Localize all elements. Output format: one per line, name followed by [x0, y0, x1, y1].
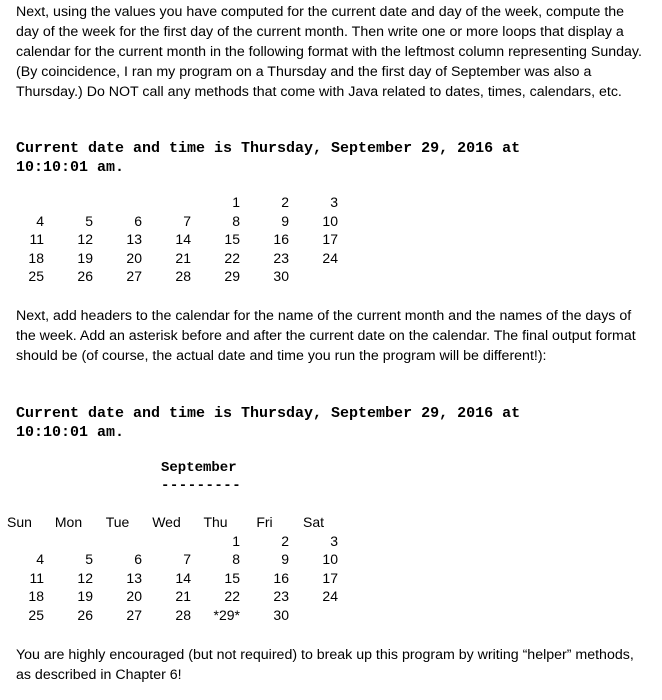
intro-paragraph: Next, using the values you have computed for the current date and day of the week, compute the day of the week for the first day of the current month. Then write one or more loops that display a calendar for the current month in the following format with the leftmost column representing Sunday. (By coincidence, I ran my program on a Thursday and the first day of September was also a Thursday.) Do NOT call any methods that come with Java related to dates, times, calendars, etc.: [16, 4, 642, 100]
calendar-2-day-header: Wed: [152, 514, 181, 530]
closing-paragraph: You are highly encouraged (but not required) to break up this program by writing “helper” methods, as described in Chapter 6!: [16, 647, 634, 683]
calendar-1-day-cell: [289, 267, 338, 286]
calendar-2-day-cell: 16: [273, 569, 289, 586]
calendar-2-day-cell: 2: [281, 532, 289, 549]
calendar-2-day-cell: 17: [322, 569, 338, 586]
calendar-1-day-cell: 29: [224, 268, 240, 285]
calendar-1-day-cell: 27: [126, 268, 142, 285]
calendar-2-day-cell: 18: [28, 588, 44, 605]
second-paragraph: Next, add headers to the calendar for the name of the current month and the names of the days of the week. Add an asterisk before and after the current date on the calendar. The final output format should be (of course, the actual date and time you run the program will be different!):: [16, 308, 636, 364]
calendar-1-day-cell: 12: [77, 231, 93, 248]
calendar-2-day-cell: 19: [77, 588, 93, 605]
calendar-1-day-cell: 15: [224, 231, 240, 248]
calendar-2-day-cell: 6: [134, 551, 142, 568]
calendar-2-day-cell: 9: [281, 551, 289, 568]
calendar-1-day-cell: 18: [28, 249, 44, 266]
calendar-1-day-cell: 8: [232, 212, 240, 229]
calendar-2-day-cell: 10: [322, 551, 338, 568]
calendar-2-day-cell: 3: [330, 532, 338, 549]
calendar-1-day-cell: 2: [281, 194, 289, 210]
calendar-1-day-cell: 1: [232, 194, 240, 210]
calendar-2-day-cell: 26: [77, 606, 93, 623]
calendar-month-underline: ---------: [161, 478, 242, 494]
calendar-2-day-cell: 8: [232, 551, 240, 568]
calendar-2-day-cell: 24: [322, 588, 338, 605]
calendar-1-day-cell: 30: [273, 268, 289, 285]
calendar-2-day-cell: 5: [85, 551, 93, 568]
current-date-line-1-repeat: Current date and time is Thursday, September 29, 2016 at: [16, 405, 521, 422]
calendar-1-day-cell: 6: [134, 212, 142, 229]
calendar-2-day-cell: 12: [77, 569, 93, 586]
calendar-1-day-cell: [0, 193, 44, 212]
calendar-1-week-row: [0, 249, 338, 268]
calendar-1-day-cell: 16: [273, 231, 289, 248]
calendar-1: [0, 193, 338, 286]
calendar-1-day-cell: 20: [126, 249, 142, 266]
calendar-2-week-row: [0, 606, 338, 625]
calendar-2-day-cell: 22: [224, 588, 240, 605]
calendar-2-day-cell: 15: [224, 569, 240, 586]
calendar-2-day-cell: 25: [28, 606, 44, 623]
calendar-2-day-cell: 21: [175, 588, 191, 605]
calendar-2-day-cell: [93, 532, 142, 551]
calendar-2-day-cell: 27: [126, 606, 142, 623]
calendar-1-day-cell: 24: [322, 249, 338, 266]
calendar-1-day-cell: 11: [29, 231, 44, 248]
calendar-2-day-cell: [289, 606, 338, 625]
calendar-1-day-cell: 4: [36, 212, 44, 229]
calendar-2-day-header: Mon: [54, 514, 83, 530]
calendar-1-day-cell: 5: [85, 212, 93, 229]
calendar-1-day-cell: 9: [281, 212, 289, 229]
calendar-1-day-cell: 17: [322, 231, 338, 248]
calendar-2-day-cell: 23: [273, 588, 289, 605]
calendar-1-week-row: [0, 267, 338, 286]
calendar-1-day-cell: [142, 193, 191, 212]
calendar-2-week-row: [0, 550, 338, 569]
calendar-2-week-row: [0, 532, 338, 551]
calendar-2-day-header: Sun: [7, 514, 32, 530]
calendar-2: [0, 513, 338, 625]
calendar-1-day-cell: 28: [175, 268, 191, 285]
calendar-1-day-cell: 22: [224, 249, 240, 266]
calendar-2-day-cell: [0, 532, 44, 551]
calendar-2-day-header: Fri: [256, 514, 273, 530]
calendar-2-day-cell: 13: [126, 569, 142, 586]
calendar-1-day-cell: [93, 193, 142, 212]
calendar-2-day-cell: [44, 532, 93, 551]
current-date-line-2-repeat: 10:10:01 am.: [16, 424, 125, 441]
calendar-2-day-cell: 11: [29, 569, 44, 586]
calendar-2-day-cell: 20: [126, 588, 142, 605]
calendar-1-day-cell: 19: [77, 249, 93, 266]
calendar-1-day-cell: 10: [322, 212, 338, 229]
calendar-1-week-row: [0, 193, 338, 212]
calendar-1-week-row: [0, 212, 338, 231]
current-date-line-1: Current date and time is Thursday, September 29, 2016 at: [16, 140, 521, 157]
calendar-2-week-row: [0, 587, 338, 606]
calendar-2-day-cell: 4: [36, 551, 44, 568]
calendar-1-day-cell: [44, 193, 93, 212]
calendar-1-day-cell: 14: [175, 231, 191, 248]
calendar-2-day-cell: 30: [273, 606, 289, 623]
calendar-1-day-cell: 13: [126, 231, 142, 248]
calendar-1-week-row: [0, 230, 338, 249]
calendar-2-day-cell: 7: [183, 551, 191, 568]
calendar-2-day-cell: 28: [175, 606, 191, 623]
calendar-1-day-cell: 21: [175, 249, 191, 266]
calendar-2-day-header: Thu: [203, 514, 228, 530]
calendar-month-title: September: [161, 460, 237, 476]
calendar-2-day-header: Tue: [105, 514, 130, 530]
calendar-2-day-header: Sat: [302, 514, 324, 530]
calendar-1-day-cell: 7: [183, 212, 191, 229]
calendar-1-day-cell: 23: [273, 249, 289, 266]
calendar-2-day-cell: [142, 532, 191, 551]
calendar-1-day-cell: 25: [28, 268, 44, 285]
current-date-line-2: 10:10:01 am.: [16, 159, 125, 176]
calendar-2-day-cell: *29*: [213, 606, 240, 623]
calendar-1-day-cell: 26: [77, 268, 93, 285]
calendar-2-day-cell: 1: [232, 532, 240, 549]
calendar-2-week-row: [0, 569, 338, 588]
calendar-1-day-cell: 3: [330, 194, 338, 210]
calendar-2-day-cell: 14: [175, 569, 191, 586]
